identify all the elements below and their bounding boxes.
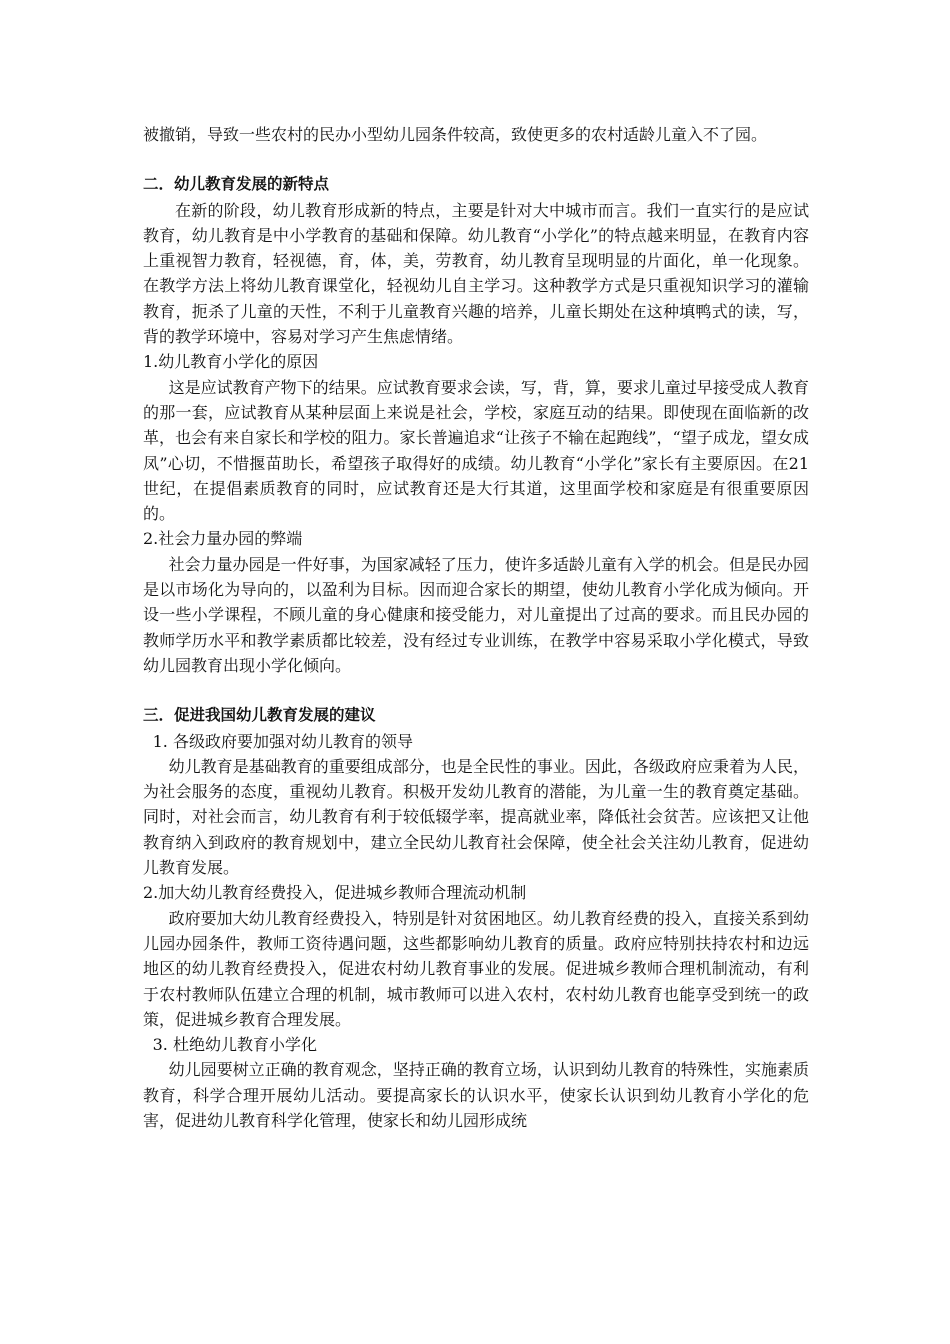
spacer xyxy=(143,147,809,172)
section-3-heading: 三．促进我国幼儿教育发展的建议 xyxy=(143,706,376,725)
section-3-sub-1-title: 1. 各级政府要加强对幼儿教育的领导 xyxy=(152,731,413,751)
section-2-heading: 二．幼儿教育发展的新特点 xyxy=(143,175,330,194)
section-2-sub-1-paragraph: 这是应试教育产物下的结果。应试教育要求会读，写，背，算，要求儿童过早接受成人教育的那一套，应试教育从某种层面上来说是社会，学校，家庭互动的结果。即使现在面临新的改革，也会有来自家长和学校的阻力。家长普遍追求“让孩子不输在起跑线”，“望子成龙，望女成凤”心切，不惜揠苗助长，希望孩子取得好的成绩。幼儿教育“小学化”家长有主要原因。在21世纪，在提倡素质教育的同时，应试教育还是大行其道，这里面学校和家庭是有很重要原因的。 xyxy=(143,377,809,524)
intro-paragraph: 被撤销，导致一些农村的民办小型幼儿园条件较高，致使更多的农村适龄儿童入不了园。 xyxy=(143,125,768,144)
section-2-paragraph: 在新的阶段，幼儿教育形成新的特点，主要是针对大中城市而言。我们一直实行的是应试教育，幼儿教育是中小学教育的基础和保障。幼儿教育“小学化”的特点越来明显，在教育内容上重视智力教育，轻视德，育，体，美，劳教育，幼儿教育呈现明显的片面化，单一化现象。在教学方法上将幼儿教育课堂化，轻视幼儿自主学习。这种教学方式是只重视知识学习的灌输教育，扼杀了儿童的天性，不利于儿童教育兴趣的培养，儿童长期处在这种填鸭式的读，写，背的教学环境中，容易对学习产生焦虑情绪。 xyxy=(143,200,809,347)
section-3-sub-2-title: 2.加大幼儿教育经费投入，促进城乡教师合理流动机制 xyxy=(143,883,527,903)
section-2-sub-1-title: 1.幼儿教育小学化的原因 xyxy=(143,352,319,372)
section-2-sub-2-title: 2.社会力量办园的弊端 xyxy=(143,529,303,549)
section-2-sub-2-paragraph: 社会力量办园是一件好事，为国家减轻了压力，使许多适龄儿童有入学的机会。但是民办园是以市场化为导向的，以盈利为目标。因而迎合家长的期望，使幼儿教育小学化成为倾向。开设一些小学课程，不顾儿童的身心健康和接受能力，对儿童提出了过高的要求。而且民办园的教师学历水平和教学素质都比较差，没有经过专业训练，在教学中容易采取小学化模式，导致幼儿园教育出现小学化倾向。 xyxy=(143,554,809,675)
section-3-sub-3-title: 3. 杜绝幼儿教育小学化 xyxy=(152,1035,317,1055)
document-page xyxy=(143,122,809,1133)
spacer xyxy=(143,678,809,703)
section-3-sub-1-paragraph: 幼儿教育是基础教育的重要组成部分，也是全民性的事业。因此，各级政府应秉着为人民，为社会服务的态度，重视幼儿教育。积极开发幼儿教育的潜能，为儿童一生的教育奠定基础。同时，对社会而言，幼儿教育有利于较低辍学率，提高就业率，降低社会贫苦。应该把又让他教育纳入到政府的教育规划中，建立全民幼儿教育社会保障，使全社会关注幼儿教育，促进幼儿教育发展。 xyxy=(143,756,809,878)
section-3-sub-2-paragraph: 政府要加大幼儿教育经费投入，特别是针对贫困地区。幼儿教育经费的投入，直接关系到幼儿园办园条件，教师工资待遇问题，这些都影响幼儿教育的质量。政府应特别扶持农村和边远地区的幼儿教育经费投入，促进农村幼儿教育事业的发展。促进城乡教师合理机制流动，有利于农村教师队伍建立合理的机制，城市教师可以进入农村，农村幼儿教育也能享受到统一的政策，促进城乡教育合理发展。 xyxy=(143,908,809,1029)
section-3-sub-3-paragraph: 幼儿园要树立正确的教育观念，坚持正确的教育立场，认识到幼儿教育的特殊性，实施素质教育，科学合理开展幼儿活动。要提高家长的认识水平，使家长认识到幼儿教育小学化的危害，促进幼儿教育科学化管理，使家长和幼儿园形成统 xyxy=(143,1060,809,1130)
